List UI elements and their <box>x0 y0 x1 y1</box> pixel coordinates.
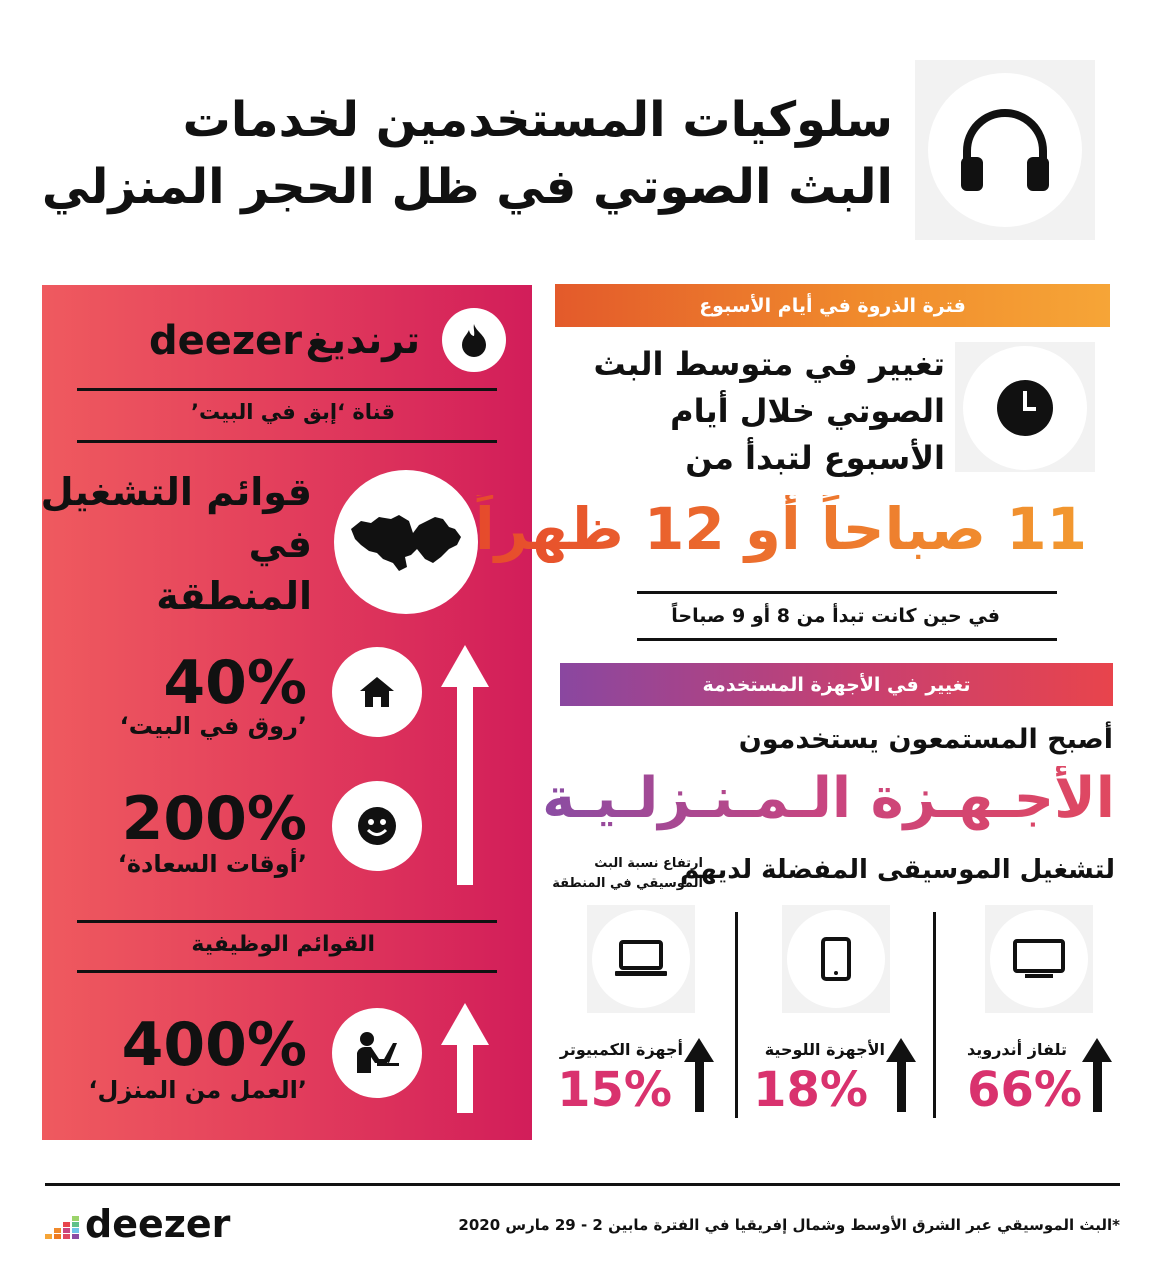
device-percent: 15% <box>557 1062 672 1118</box>
tablet-icon <box>787 910 885 1008</box>
divider <box>637 591 1057 594</box>
stat-label: ’العمل من المنزل‘ <box>88 1076 307 1104</box>
home-icon <box>332 647 422 737</box>
flame-icon <box>442 308 506 372</box>
peak-desc-line2: الصوتي خلال أيام <box>670 392 945 430</box>
device-label: أجهزة الكمبيوتر <box>559 1040 683 1059</box>
devices-header: تغيير في الأجهزة المستخدمة <box>560 663 1113 706</box>
trending-brand: deezer <box>149 318 303 364</box>
footer-brand: deezer <box>85 1202 231 1246</box>
footer-divider <box>45 1183 1120 1186</box>
channel-name: قناة ‘إبق في البيت’ <box>191 400 395 424</box>
tv-icon <box>990 910 1088 1008</box>
side-note-line1: ارتفاع نسبة البث <box>594 856 703 871</box>
functional-playlists-title: القوائم الوظيفية <box>191 932 375 957</box>
home-devices-highlight: الأجـهـزة الـمـنـزلـيـة <box>542 766 1115 831</box>
playlists-line3: المنطقة <box>156 574 312 618</box>
up-arrow-shaft <box>457 1043 473 1113</box>
up-arrow-shaft <box>897 1060 906 1112</box>
peak-desc-line3: الأسبوع لتبدأ من <box>685 439 945 477</box>
arab-world-map-icon <box>334 470 478 614</box>
deezer-logo <box>45 1206 81 1242</box>
devices-subline: لتشغيل الموسيقى المفضلة لديهم <box>679 855 1115 885</box>
page-title-line1: سلوكيات المستخدمين لخدمات <box>182 92 893 148</box>
divider <box>77 970 497 973</box>
column-divider <box>735 912 738 1118</box>
stat-value: 400% <box>121 1010 307 1080</box>
side-note-line2: الموسيقي في المنطقة <box>552 876 703 891</box>
device-label: تلفاز أندرويد <box>967 1040 1067 1059</box>
stat-value: 40% <box>163 648 307 718</box>
stat-label: ’روق في البيت‘ <box>119 712 307 740</box>
peak-desc-line1: تغيير في متوسط البث <box>593 345 945 383</box>
page-title-line2: البث الصوتي في ظل الحجر المنزلي <box>41 159 893 215</box>
trending-title-ar: ترنديغ <box>305 318 420 362</box>
divider <box>77 920 497 923</box>
stat-label: ’أوقات السعادة‘ <box>117 850 307 878</box>
up-arrow-icon <box>441 1003 489 1045</box>
up-arrow-icon <box>1082 1038 1112 1062</box>
device-percent: 66% <box>967 1062 1082 1118</box>
smiley-icon <box>332 781 422 871</box>
clock-icon <box>963 346 1087 470</box>
up-arrow-shaft <box>695 1060 704 1112</box>
divider <box>77 388 497 391</box>
stat-value: 200% <box>121 784 307 854</box>
devices-intro: أصبح المستمعون يستخدمون <box>738 724 1113 755</box>
headphones-icon <box>928 73 1082 227</box>
playlists-line1: قوائم التشغيل <box>40 470 312 514</box>
up-arrow-shaft <box>457 685 473 885</box>
peak-note: في حين كانت تبدأ من 8 أو 9 صباحاً <box>671 605 1000 627</box>
playlists-line2: في <box>248 522 312 566</box>
up-arrow-icon <box>886 1038 916 1062</box>
column-divider <box>933 912 936 1118</box>
peak-time-header: فترة الذروة في أيام الأسبوع <box>555 284 1110 327</box>
device-percent: 18% <box>753 1062 868 1118</box>
up-arrow-shaft <box>1093 1060 1102 1112</box>
person-laptop-icon <box>332 1008 422 1098</box>
divider <box>637 638 1057 641</box>
device-label: الأجهزة اللوحية <box>764 1040 885 1059</box>
up-arrow-icon <box>441 645 489 687</box>
footnote: *البث الموسيقي عبر الشرق الأوسط وشمال إفريقيا في الفترة مابين 2 - 29 مارس 2020 <box>458 1216 1120 1234</box>
peak-time-value: 11 صباحاً أو 12 ظهراً <box>474 495 1087 563</box>
laptop-icon <box>592 910 690 1008</box>
divider <box>77 440 497 443</box>
up-arrow-icon <box>684 1038 714 1062</box>
